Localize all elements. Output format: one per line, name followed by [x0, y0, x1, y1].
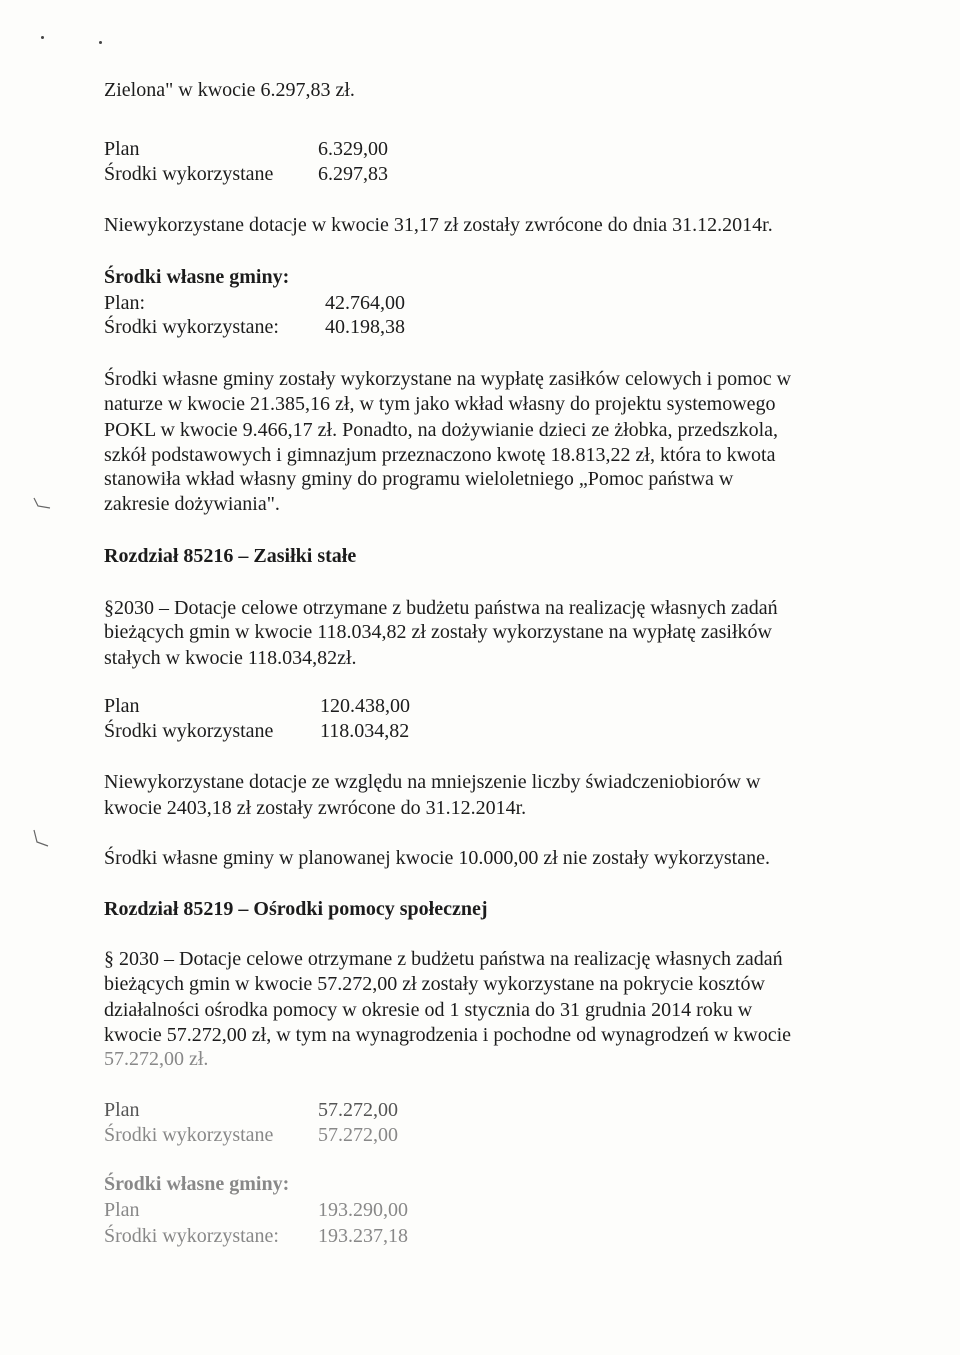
intro-returned: Niewykorzystane dotacje w kwocie 31,17 zł zostały zwrócone do dnia 31.12.2014r.	[104, 214, 773, 236]
section-85216-para-line: stałych w kwocie 118.034,82zł.	[104, 647, 357, 669]
own-funds-para-line: zakresie dożywiania".	[104, 493, 280, 515]
section-85219-para-line: bieżących gmin w kwocie 57.272,00 zł zostały wykorzystane na pokrycie kosztów	[104, 973, 765, 995]
own-funds-para-line: POKL w kwocie 9.466,17 zł. Ponadto, na dożywianie dzieci ze żłobka, przedszkola,	[104, 419, 779, 441]
own-funds-para-line: szkół podstawowych i gimnazjum przeznaczono kwotę 18.813,22 zł, która to kwota	[104, 444, 776, 466]
own-funds-used-label: Środki wykorzystane:	[104, 316, 279, 338]
section-85216-para-line: bieżących gmin w kwocie 118.034,82 zł zostały wykorzystane na wypłatę zasiłków	[104, 621, 772, 643]
section-85219-own-plan-value: 193.290,00	[318, 1199, 408, 1221]
section-85219-own-plan-label: Plan	[104, 1199, 140, 1221]
own-funds-para-line: stanowiła wkład własny gminy do programu wieloletniego „Pomoc państwa w	[104, 468, 734, 490]
section-85219-own-heading: Środki własne gminy:	[104, 1173, 290, 1195]
margin-mark-icon	[32, 494, 54, 514]
own-funds-plan-value: 42.764,00	[325, 292, 405, 314]
scan-dot	[99, 41, 102, 44]
section-85219-para-line: § 2030 – Dotacje celowe otrzymane z budżetu państwa na realizację własnych zadań	[104, 948, 783, 970]
own-funds-plan-label: Plan:	[104, 292, 146, 314]
section-85219-heading: Rozdział 85219 – Ośrodki pomocy społecznej	[104, 898, 488, 920]
section-85219-used-value: 57.272,00	[318, 1124, 398, 1146]
section-85219-plan-label: Plan	[104, 1099, 140, 1121]
section-85219-para-line: działalności ośrodka pomocy w okresie od 1 stycznia do 31 grudnia 2014 roku w	[104, 999, 753, 1021]
section-85219-own-used-value: 193.237,18	[318, 1225, 408, 1247]
own-funds-para-line: naturze w kwocie 21.385,16 zł, w tym jako wkład własny do projektu systemowego	[104, 393, 776, 415]
intro-plan-label: Plan	[104, 138, 140, 160]
intro-used-value: 6.297,83	[318, 163, 388, 185]
intro-line: Zielona" w kwocie 6.297,83 zł.	[104, 79, 355, 101]
section-85216-plan-label: Plan	[104, 695, 140, 717]
section-85219-used-label: Środki wykorzystane	[104, 1124, 274, 1146]
section-85216-returned-line: Niewykorzystane dotacje ze względu na mniejszenie liczby świadczeniobiorów w	[104, 771, 761, 793]
section-85216-own-note: Środki własne gminy w planowanej kwocie 10.000,00 zł nie zostały wykorzystane.	[104, 847, 770, 869]
section-85216-para-line: §2030 – Dotacje celowe otrzymane z budżetu państwa na realizację własnych zadań	[104, 597, 778, 619]
section-85216-returned-line: kwocie 2403,18 zł zostały zwrócone do 31.12.2014r.	[104, 797, 527, 819]
margin-mark-icon	[32, 828, 54, 852]
scan-dot	[41, 36, 44, 39]
section-85216-heading: Rozdział 85216 – Zasiłki stałe	[104, 545, 357, 567]
section-85216-used-value: 118.034,82	[320, 720, 410, 742]
intro-used-label: Środki wykorzystane	[104, 163, 274, 185]
section-85216-plan-value: 120.438,00	[320, 695, 410, 717]
own-funds-heading: Środki własne gminy:	[104, 266, 290, 288]
section-85219-own-used-label: Środki wykorzystane:	[104, 1225, 279, 1247]
section-85219-para-line: kwocie 57.272,00 zł, w tym na wynagrodzenia i pochodne od wynagrodzeń w kwocie	[104, 1024, 792, 1046]
own-funds-para-line: Środki własne gminy zostały wykorzystane na wypłatę zasiłków celowych i pomoc w	[104, 368, 792, 390]
section-85219-para-line: 57.272,00 zł.	[104, 1048, 209, 1070]
section-85216-used-label: Środki wykorzystane	[104, 720, 274, 742]
own-funds-used-value: 40.198,38	[325, 316, 405, 338]
section-85219-plan-value: 57.272,00	[318, 1099, 398, 1121]
intro-plan-value: 6.329,00	[318, 138, 388, 160]
